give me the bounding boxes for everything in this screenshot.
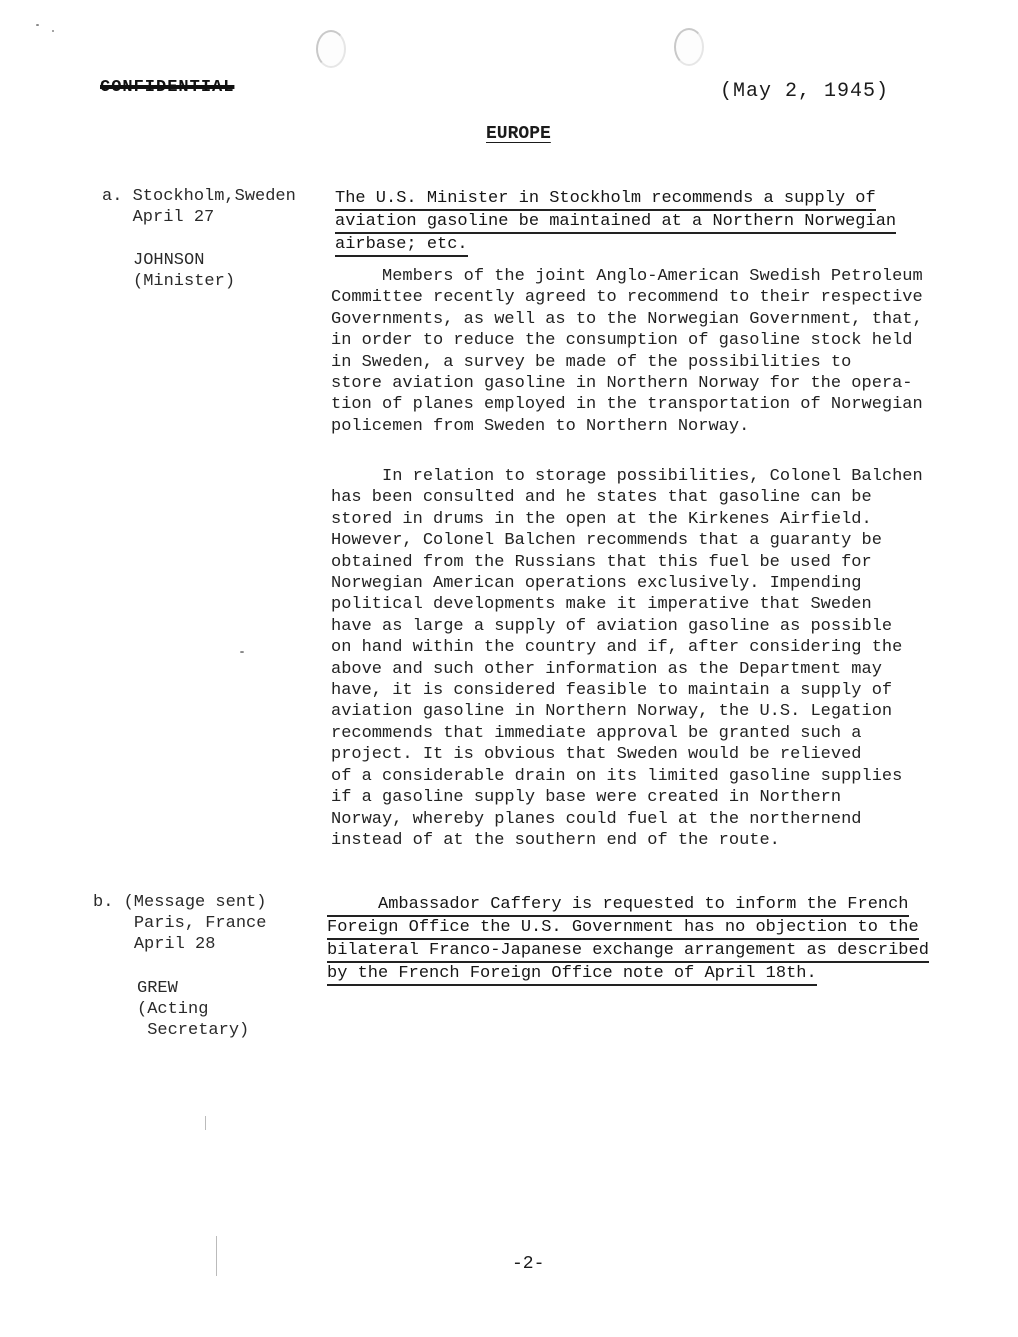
body-line: instead of at the southern end of the route. — [331, 830, 780, 850]
entry-a-summary — [335, 188, 896, 257]
origin-line: April 28 — [133, 935, 216, 954]
body-line: above and such other information as the Department may — [331, 659, 882, 679]
body-line: policemen from Sweden to Northern Norway. — [331, 416, 750, 436]
punch-hole-left — [316, 30, 346, 68]
document-date: (May 2, 1945) — [720, 80, 890, 103]
body-line: on hand within the country and if, after considering the — [331, 638, 903, 658]
body-line: if a gasoline supply base were created in Northern — [331, 788, 842, 808]
body-line: Governments, as well as to the Norwegian Government, that, — [331, 309, 923, 329]
body-line: of a considerable drain on its limited gasoline supplies — [331, 766, 903, 786]
classification-marking: CONFIDENTIAL — [100, 78, 235, 97]
sender-line: (Acting — [137, 1000, 209, 1019]
entry-marker: b. — [93, 893, 114, 912]
body-line: in Sweden, a survey be made of the possibilities to — [331, 352, 852, 372]
sender-line: Secretary) — [147, 1021, 250, 1040]
origin-line: (Message sent) — [123, 893, 267, 912]
origin-line: Stockholm,Sweden — [132, 187, 296, 206]
body-line: store aviation gasoline in Northern Norway for the opera- — [331, 374, 913, 394]
punch-hole-right — [674, 28, 704, 66]
entry-a-paragraph-1 — [331, 266, 923, 437]
body-line: have, it is considered feasible to maintain a supply of — [331, 681, 893, 701]
body-line: Norwegian American operations exclusively. Impending — [331, 574, 862, 594]
entry-a-sender — [133, 250, 235, 292]
body-line: Committee recently agreed to recommend to their respective — [331, 288, 923, 308]
body-line: In relation to storage possibilities, Colonel Balchen — [331, 467, 923, 486]
sender-line: JOHNSON — [133, 251, 205, 270]
body-line: has been consulted and he states that gasoline can be — [331, 488, 872, 508]
summary-line: Ambassador Caffery is requested to inform the French — [327, 894, 909, 917]
body-line: aviation gasoline in Northern Norway, the U.S. Legation — [331, 702, 893, 722]
summary-line: The U.S. Minister in Stockholm recommends a supply of — [335, 188, 876, 211]
entry-a-origin — [102, 186, 296, 228]
sender-line: GREW — [137, 979, 178, 998]
scan-speck — [216, 1236, 217, 1276]
summary-line: aviation gasoline be maintained at a Northern Norwegian — [335, 211, 896, 234]
entry-b-origin — [93, 892, 266, 955]
body-line: project. It is obvious that Sweden would be relieved — [331, 745, 862, 765]
scan-speck — [36, 24, 39, 26]
origin-line: April 27 — [132, 208, 215, 227]
body-line: stored in drums in the open at the Kirkenes Airfield. — [331, 509, 872, 529]
entry-b-summary — [327, 894, 929, 986]
scan-speck — [205, 1116, 206, 1130]
origin-line: Paris, France — [133, 914, 267, 933]
scan-speck — [52, 30, 54, 32]
entry-a-paragraph-2 — [331, 466, 923, 851]
summary-line: by the French Foreign Office note of April 18th. — [327, 963, 817, 986]
body-line: political developments make it imperative that Sweden — [331, 595, 872, 615]
body-line: in order to reduce the consumption of gasoline stock held — [331, 331, 913, 351]
summary-line: Foreign Office the U.S. Government has no objection to the — [327, 917, 919, 940]
scan-speck — [240, 651, 244, 653]
entry-b-sender — [137, 978, 249, 1041]
body-line: However, Colonel Balchen recommends that a guaranty be — [331, 531, 882, 551]
body-line: tion of planes employed in the transportation of Norwegian — [331, 395, 923, 415]
summary-line: bilateral Franco-Japanese exchange arrangement as described — [327, 940, 929, 963]
body-line: Members of the joint Anglo-American Swedish Petroleum — [331, 267, 923, 286]
section-heading: EUROPE — [486, 124, 551, 144]
body-line: obtained from the Russians that this fuel be used for — [331, 552, 872, 572]
body-line: recommends that immediate approval be granted such a — [331, 723, 862, 743]
body-line: Norway, whereby planes could fuel at the northernend — [331, 809, 862, 829]
sender-line: (Minister) — [133, 272, 236, 291]
entry-marker: a. — [102, 187, 123, 206]
summary-line: airbase; etc. — [335, 234, 468, 257]
body-line: have as large a supply of aviation gasoline as possible — [331, 616, 893, 636]
page-number: -2- — [512, 1254, 545, 1274]
